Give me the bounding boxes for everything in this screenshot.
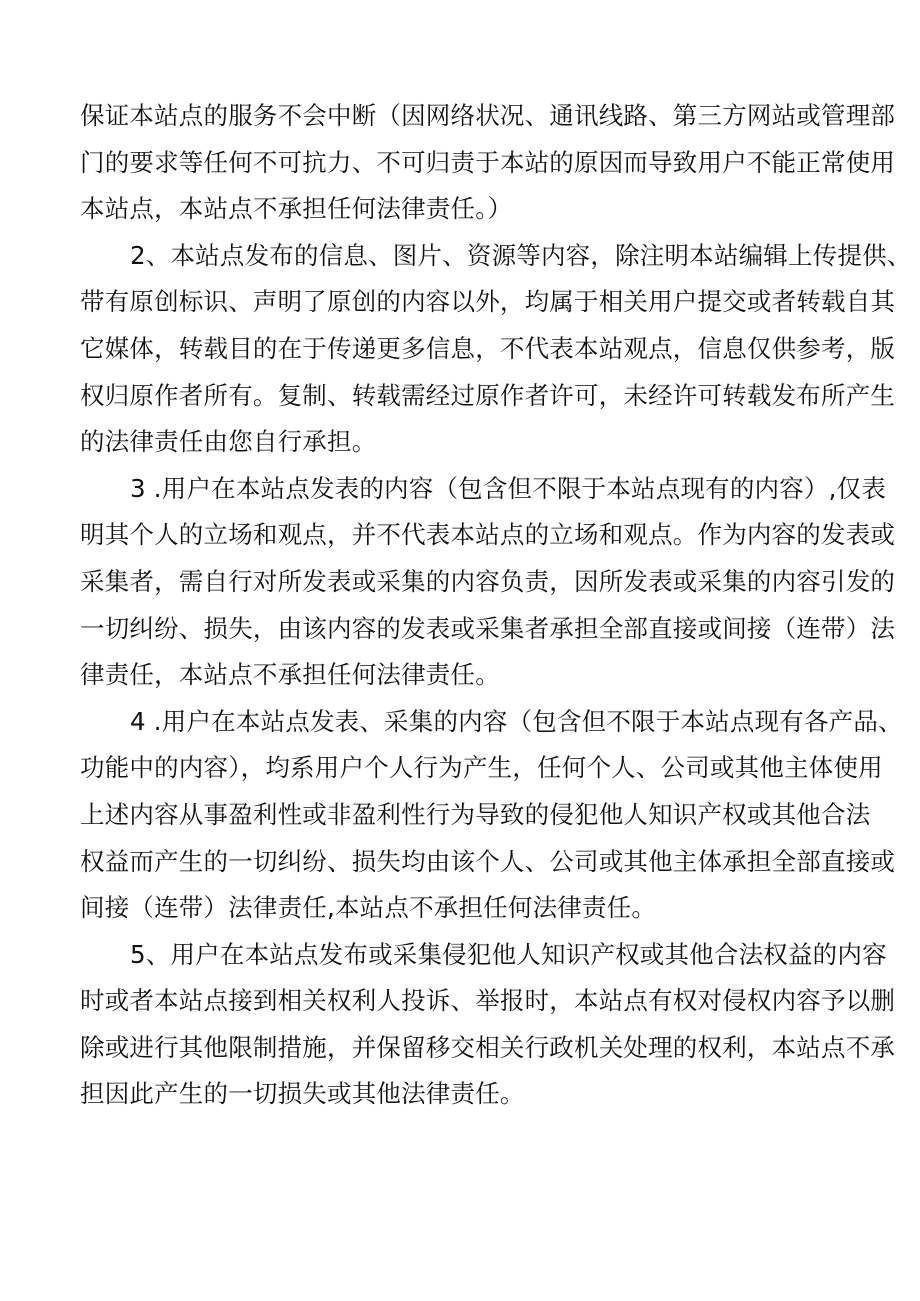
document-body — [80, 93, 912, 1118]
text-line: 间接（连带）法律责任,本站点不承担任何法律责任。 — [80, 893, 657, 923]
text-line: 权归原作者所有。复制、转载需经过原作者许可，未经许可转载发布所产生 — [80, 380, 896, 410]
text-line: 功能中的内容），均系用户个人行为产生，任何个人、公司或其他主体使用 — [80, 753, 883, 783]
text-line: 除或进行其他限制措施，并保留移交相关行政机关处理的权利，本站点不承 — [80, 1032, 896, 1062]
paragraph-2 — [80, 233, 912, 466]
text-line: 一切纠纷、损失，由该内容的发表或采集者承担全部直接或间接（连带）法 — [80, 613, 896, 643]
text-line: 律责任，本站点不承担任何法律责任。 — [80, 660, 500, 690]
text-line: 上述内容从事盈利性或非盈利性行为导致的侵犯他人知识产权或其他合法 — [80, 799, 871, 829]
text-line: 4 .用户在本站点发表、采集的内容（包含但不限于本站点现有各产品、 — [130, 706, 903, 736]
text-line: 时或者本站点接到相关权利人投诉、举报时，本站点有权对侵权内容予以删 — [80, 986, 896, 1016]
text-line: 担因此产生的一切损失或其他法律责任。 — [80, 1079, 525, 1109]
paragraph-1 — [80, 93, 896, 233]
paragraph-5 — [80, 932, 896, 1118]
text-line: 保证本站点的服务不会中断（因网络状况、通讯线路、第三方网站或管理部 — [80, 101, 896, 130]
text-line: 5、用户在本站点发布或采集侵犯他人知识产权或其他合法权益的内容 — [130, 939, 887, 969]
text-line: 3 .用户在本站点发表的内容（包含但不限于本站点现有的内容）,仅表 — [130, 473, 887, 503]
text-line: 采集者，需自行对所发表或采集的内容负责，因所发表或采集的内容引发的 — [80, 566, 896, 596]
text-line: 本站点，本站点不承担任何法律责任。） — [80, 194, 513, 224]
text-line: 带有原创标识、声明了原创的内容以外，均属于相关用户提交或者转载自其 — [80, 287, 896, 317]
paragraph-4 — [80, 699, 903, 932]
text-line: 门的要求等任何不可抗力、不可归责于本站的原因而导致用户不能正常使用 — [80, 147, 896, 177]
text-line: 权益而产生的一切纠纷、损失均由该个人、公司或其他主体承担全部直接或 — [80, 846, 896, 876]
text-line: 的法律责任由您自行承担。 — [80, 427, 377, 457]
text-line: 它媒体，转载目的在于传递更多信息，不代表本站观点，信息仅供参考，版 — [80, 333, 896, 363]
text-line: 2、本站点发布的信息、图片、资源等内容，除注明本站编辑上传提供、 — [130, 240, 912, 270]
paragraph-3 — [80, 466, 896, 699]
text-line: 明其个人的立场和观点，并不代表本站点的立场和观点。作为内容的发表或 — [80, 520, 896, 550]
